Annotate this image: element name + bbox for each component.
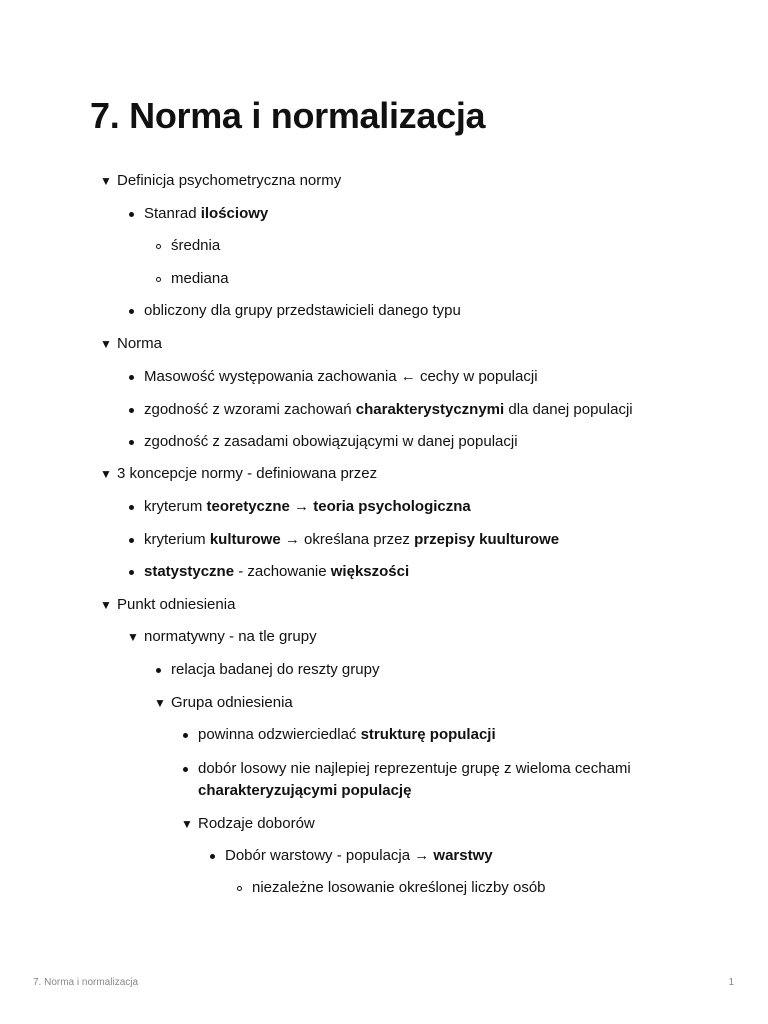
text: → określana przez	[280, 531, 415, 548]
disc-bullet-icon	[178, 725, 192, 745]
list-item-obliczony	[124, 301, 461, 321]
disc-bullet-icon	[124, 562, 138, 582]
footer-page-number: 1	[728, 977, 734, 988]
list-item-relacja	[151, 660, 379, 680]
disc-bullet-icon	[178, 759, 192, 779]
text: obliczony dla grupy przedstawicieli danego typu	[144, 302, 461, 319]
bold-text: teoretyczne	[206, 498, 290, 515]
bold-text: statystyczne	[144, 563, 235, 580]
list-item-mediana	[151, 269, 229, 289]
disc-bullet-icon	[124, 204, 138, 224]
text: mediana	[171, 270, 229, 287]
text: - zachowanie	[234, 563, 331, 580]
text: Dobór warstowy - populacja →	[225, 847, 434, 864]
toggle-definicja[interactable]	[99, 171, 341, 191]
toggle-label: Norma	[117, 335, 163, 352]
bold-text: charakteryzującymi populację	[198, 782, 412, 799]
list-item-statystyczne	[124, 562, 409, 582]
text: relacja badanej do reszty grupy	[171, 661, 380, 678]
disc-bullet-icon	[124, 400, 138, 420]
toggle-punkt-odniesienia[interactable]	[99, 595, 235, 615]
text: Masowość występowania zachowania ← cechy w populacji	[144, 368, 538, 385]
page-title: 7. Norma i normalizacja	[90, 95, 486, 136]
bold-text: ilościowy	[200, 205, 269, 222]
bold-text: strukturę populacji	[360, 726, 496, 743]
triangle-down-icon[interactable]: ▼	[100, 174, 112, 188]
list-item-zgodnosc-wzorami	[124, 400, 633, 420]
toggle-label: Grupa odniesienia	[171, 694, 293, 711]
disc-bullet-icon	[124, 301, 138, 321]
toggle-normatywny[interactable]	[126, 627, 317, 647]
disc-bullet-icon	[124, 367, 138, 387]
list-item-kryterium-teoretyczne	[124, 497, 471, 517]
disc-bullet-icon	[124, 432, 138, 452]
toggle-rodzaje-doborow[interactable]	[180, 814, 315, 834]
triangle-down-icon[interactable]: ▼	[154, 696, 166, 710]
toggle-norma[interactable]	[99, 334, 162, 354]
text: powinna odzwierciedlać	[198, 726, 361, 743]
toggle-grupa-odniesienia[interactable]	[153, 693, 293, 713]
toggle-label: normatywny - na tle grupy	[144, 628, 317, 645]
bold-text: teoria psychologiczna	[313, 498, 471, 515]
disc-bullet-icon	[151, 660, 165, 680]
circle-bullet-icon	[151, 236, 165, 256]
triangle-down-icon[interactable]: ▼	[100, 337, 112, 351]
circle-bullet-icon	[151, 269, 165, 289]
disc-bullet-icon	[124, 497, 138, 517]
bold-text: kulturowe	[209, 531, 281, 548]
circle-bullet-icon	[232, 878, 246, 898]
toggle-label: Definicja psychometryczna normy	[117, 172, 342, 189]
text: średnia	[171, 237, 221, 254]
bold-text: warstwy	[433, 847, 493, 864]
text: →	[289, 498, 314, 515]
toggle-koncepcje[interactable]	[99, 464, 377, 484]
text: dobór losowy nie najlepiej reprezentuje grupę z wieloma cechami	[198, 760, 631, 777]
list-item-dobor-losowy	[178, 759, 648, 802]
triangle-down-icon[interactable]: ▼	[100, 467, 112, 481]
list-item-srednia	[151, 236, 220, 256]
list-item-powinna	[178, 725, 496, 745]
toggle-label: Punkt odniesienia	[117, 596, 236, 613]
text: Stanrad	[144, 205, 201, 222]
toggle-label: 3 koncepcje normy - definiowana przez	[117, 465, 378, 482]
bold-text: charakterystycznymi	[355, 401, 505, 418]
text: dla danej populacji	[504, 401, 633, 418]
text: zgodność z wzorami zachowań	[144, 401, 356, 418]
disc-bullet-icon	[205, 846, 219, 866]
disc-bullet-icon	[124, 530, 138, 550]
triangle-down-icon[interactable]: ▼	[127, 630, 139, 644]
list-item-dobor-warstwowy	[205, 846, 493, 866]
bold-text: większości	[330, 563, 410, 580]
footer-doc-title: 7. Norma i normalizacja	[33, 977, 139, 988]
list-item-stanrad	[124, 204, 268, 224]
toggle-label: Rodzaje doborów	[198, 815, 315, 832]
text: kryterium	[144, 531, 210, 548]
text: niezależne losowanie określonej liczby osób	[252, 879, 546, 896]
list-item-kryterium-kulturowe	[124, 530, 559, 550]
list-item-masowosc	[124, 367, 538, 387]
text: kryterum	[144, 498, 207, 515]
list-item-niezalezne	[232, 878, 546, 898]
list-item-zgodnosc-zasadami	[124, 432, 518, 452]
triangle-down-icon[interactable]: ▼	[181, 817, 193, 831]
triangle-down-icon[interactable]: ▼	[100, 598, 112, 612]
text: zgodność z zasadami obowiązującymi w danej populacji	[144, 433, 518, 450]
bold-text: przepisy kuulturowe	[414, 531, 560, 548]
